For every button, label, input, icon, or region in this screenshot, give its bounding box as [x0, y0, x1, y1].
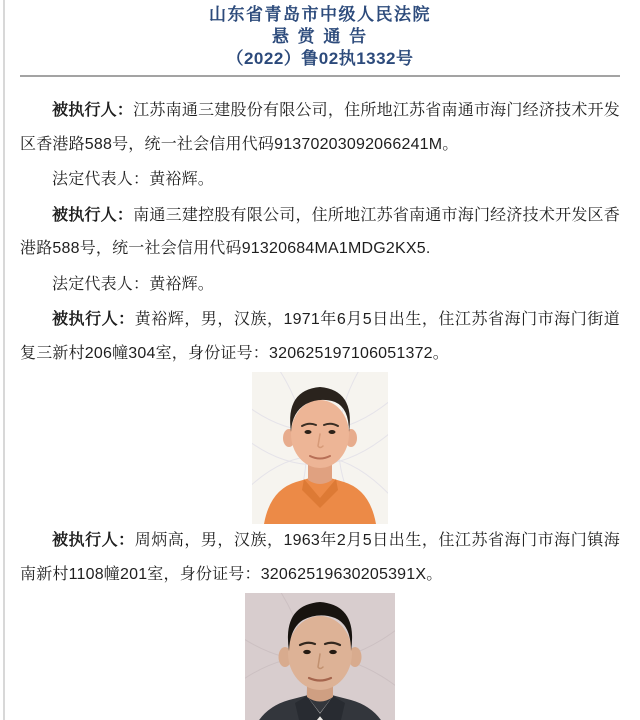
- photo-huang-yuhui: [252, 372, 388, 524]
- party-text: 江苏南通三建股份有限公司，住所地江苏省南通市海门经济技术开发区香港路588号，统一社会信用代码91370203092066241M。: [20, 102, 620, 153]
- notice-title: 悬 赏 通 告: [271, 27, 369, 46]
- header-divider: [20, 75, 620, 77]
- case-number: （2022）鲁02执1332号: [226, 49, 414, 68]
- portrait-dark-suit-man: [245, 593, 395, 720]
- party-label: 被执行人：: [52, 102, 134, 119]
- legal-rep-paragraph-2: 法定代表人：黄裕辉。: [52, 275, 215, 293]
- party-label: 被执行人：: [52, 206, 134, 224]
- court-name: 山东省青岛市中级人民法院: [209, 5, 431, 24]
- party-text: 南通三建控股有限公司，住所地江苏省南通市海门经济技术开发区香港路588号，统一社会信用代码91320684MA1MDG2KX5.: [20, 206, 620, 257]
- party-text: 黄裕辉，男，汉族，1971年6月5日出生，住江苏省海门市海门街道复三新村206幢304室，身份证号：320625197106051372。: [20, 311, 620, 362]
- party-paragraph-2: [20, 199, 620, 266]
- legal-rep-paragraph-1: 法定代表人：黄裕辉。: [52, 171, 215, 188]
- party-text: 周炳高，男，汉族，1963年2月5日出生，住江苏省海门市海门镇海南新村1108幢201室，身份证号：32062519630205391X。: [20, 532, 620, 583]
- notice-header: [0, 0, 640, 70]
- party-paragraph-4: [20, 524, 620, 591]
- party-label: 被执行人：: [52, 311, 135, 328]
- party-paragraph-1: [20, 94, 620, 161]
- photo-zhou-binggao: [245, 593, 395, 720]
- left-edge-divider: [3, 0, 5, 720]
- portrait-orange-shirt-man: [252, 372, 388, 524]
- party-paragraph-3: [20, 303, 620, 370]
- notice-body: [20, 94, 620, 720]
- party-label: 被执行人：: [52, 532, 135, 549]
